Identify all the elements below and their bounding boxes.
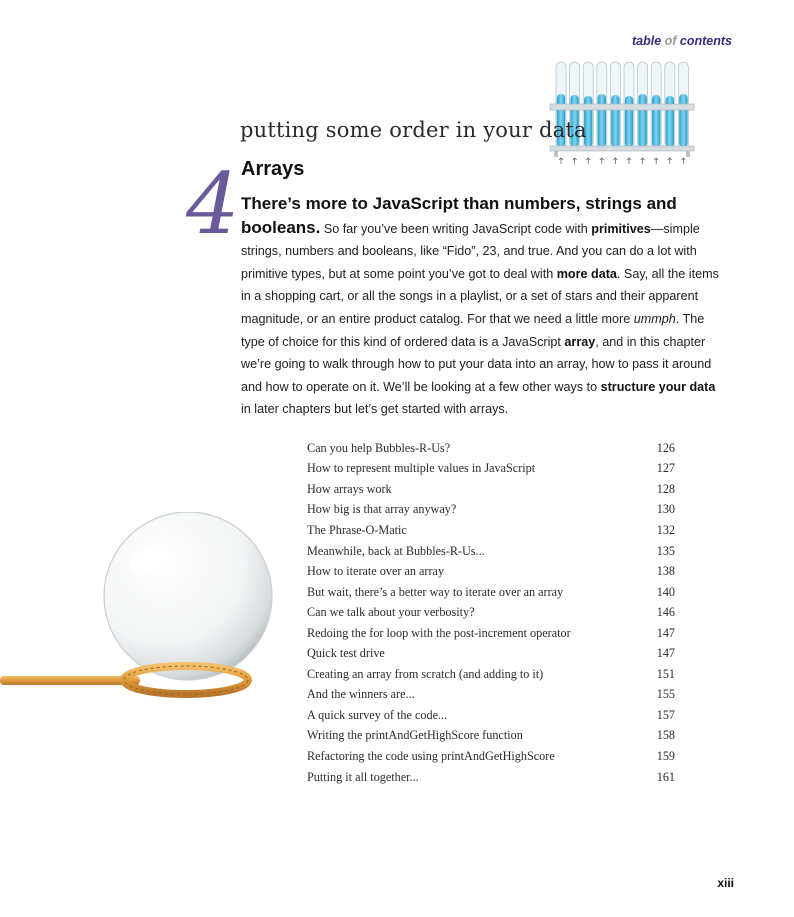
toc-entry-page: 138: [656, 564, 675, 579]
toc-entry-page: 128: [656, 481, 675, 496]
toc-entry-title: Can you help Bubbles-R-Us?: [307, 440, 451, 455]
toc-entry[interactable]: [307, 582, 675, 603]
bubble-wand-image: [0, 512, 280, 712]
header-of: of: [664, 34, 677, 48]
toc-entry[interactable]: [307, 705, 675, 726]
tube-arrow: [586, 158, 590, 164]
toc-list: [307, 438, 675, 787]
toc-entry-title: Putting it all together...: [307, 769, 419, 784]
toc-entry-title: Meanwhile, back at Bubbles-R-Us...: [307, 543, 485, 558]
toc-entry-title: A quick survey of the code...: [307, 707, 448, 722]
toc-entry-page: 158: [656, 728, 675, 743]
running-header: [632, 34, 732, 48]
intro-lead: There’s more to JavaScript than numbers, strings and booleans.: [241, 194, 677, 237]
toc-entry-title: And the winners are...: [307, 687, 415, 702]
toc-entry[interactable]: [307, 643, 675, 664]
intro-bold-primitives: primitives: [591, 221, 651, 236]
toc-entry-page: 157: [656, 707, 675, 722]
chapter-intro: [241, 193, 719, 421]
toc-entry-page: 161: [656, 769, 675, 784]
tube-arrow: [600, 158, 604, 164]
intro-italic-ummph: ummph: [633, 311, 676, 326]
intro-bold-array: array: [564, 334, 596, 349]
toc-entry-title: The Phrase-O-Matic: [307, 522, 407, 537]
toc-entry[interactable]: [307, 746, 675, 767]
intro-bold-more-data: more data: [556, 266, 617, 281]
tube-arrow: [681, 158, 685, 164]
toc-entry-page: 147: [656, 625, 675, 640]
toc-entry-page: 159: [656, 748, 675, 763]
tube-liquid: [679, 94, 687, 147]
toc-entry[interactable]: [307, 520, 675, 541]
tube-liquid: [598, 94, 606, 147]
header-table: table: [631, 34, 665, 48]
chapter-subtitle: putting some order in your data: [240, 118, 587, 142]
toc-entry-page: 151: [656, 666, 675, 681]
chapter-number: 4: [186, 155, 240, 253]
intro-text-1: So far you’ve been writing JavaScript code with: [320, 221, 592, 236]
toc-entry-title: Creating an array from scratch (and adding to it): [307, 666, 544, 681]
intro-text-4: . The type of choice for this kind of ordered data is a JavaScript: [241, 311, 705, 349]
toc-entry-page: 147: [656, 646, 675, 661]
toc-entry-title: How big is that array anyway?: [307, 502, 457, 517]
tube-liquid: [666, 96, 674, 147]
toc-entry[interactable]: [307, 500, 675, 521]
intro-bold-structure: structure your data: [600, 379, 716, 394]
tube-arrow: [559, 158, 563, 164]
toc-entry[interactable]: [307, 726, 675, 747]
tube-arrow: [627, 158, 631, 164]
tube-arrow: [654, 158, 658, 164]
toc-entry[interactable]: [307, 561, 675, 582]
toc-entry-page: 127: [656, 461, 675, 476]
toc-entry[interactable]: [307, 479, 675, 500]
toc-entry-title: Refactoring the code using printAndGetHighScore: [307, 748, 555, 763]
tube-liquid: [625, 96, 633, 147]
toc-entry[interactable]: [307, 459, 675, 480]
toc-entry-page: 146: [656, 605, 675, 620]
tube-liquid: [652, 95, 660, 147]
toc-entry-title: Redoing the for loop with the post-increment operator: [307, 625, 571, 640]
tube-liquid: [611, 95, 619, 147]
toc-entry[interactable]: [307, 602, 675, 623]
toc-entry[interactable]: [307, 438, 675, 459]
intro-text-2: —simple strings, numbers and booleans, like “Fido”, 23, and true. And you can do a lot with primitive types, but at some point you’ve got to deal with: [241, 221, 700, 281]
toc-entry[interactable]: [307, 623, 675, 644]
toc-entry-page: 155: [656, 687, 675, 702]
toc-entry-title: Writing the printAndGetHighScore function: [307, 728, 523, 743]
test-tubes-image: [548, 60, 698, 172]
toc-entry-title: How to iterate over an array: [307, 564, 445, 579]
tube-arrow: [573, 158, 577, 164]
toc-entry-title: Quick test drive: [307, 646, 385, 661]
tube-liquid: [638, 94, 646, 147]
chapter-title: Arrays: [241, 158, 305, 180]
tube-arrow: [668, 158, 672, 164]
tube-arrow: [613, 158, 617, 164]
toc-entry-page: 130: [656, 502, 675, 517]
toc-entry[interactable]: [307, 767, 675, 788]
intro-text-3: . Say, all the items in a shopping cart, or all the songs in a playlist, or a set of stars and their apparent magnitude, or an entire product catalog. For that we need a little more: [241, 266, 719, 326]
tube-arrow: [641, 158, 645, 164]
toc-entry-title: How to represent multiple values in JavaScript: [307, 461, 536, 476]
intro-text-6: in later chapters but let’s get started with arrays.: [241, 402, 509, 417]
toc-entry-title: But wait, there’s a better way to iterate over an array: [307, 584, 564, 599]
toc-entry-title: How arrays work: [307, 481, 392, 496]
page-number: xiii: [717, 876, 734, 890]
toc-entry-page: 132: [656, 522, 675, 537]
toc-entry[interactable]: [307, 541, 675, 562]
intro-text-5: , and in this chapter we’re going to walk through how to put your data into an array, how to pass it around and how to operate on it. We’ll be looking at a few other ways to: [241, 334, 712, 394]
toc-entry[interactable]: [307, 685, 675, 706]
toc-entry-page: 126: [656, 440, 675, 455]
toc-entry[interactable]: [307, 664, 675, 685]
header-contents: contents: [676, 34, 732, 48]
toc-entry-page: 135: [656, 543, 675, 558]
toc-entry-title: Can we talk about your verbosity?: [307, 605, 475, 620]
toc-entry-page: 140: [656, 584, 675, 599]
